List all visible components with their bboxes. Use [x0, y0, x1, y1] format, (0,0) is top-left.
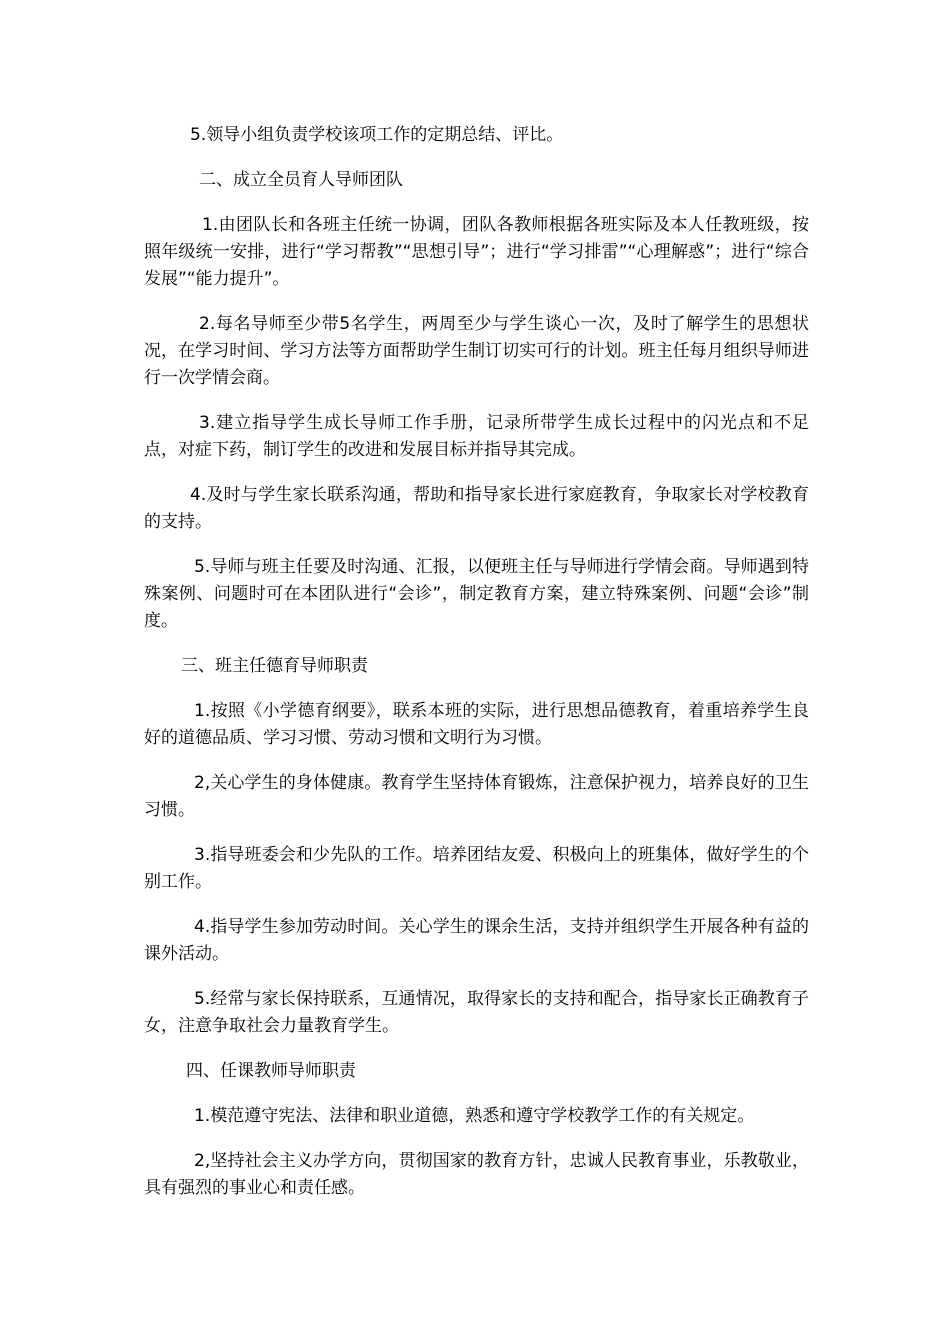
paragraph-mentor-team-1: 1.由团队长和各班主任统一协调，团队各教师根据各班实际及本人任教班级，按照年级统一安排，进行“学习帮教”“思想引导”；进行“学习排雷”“心理解惑”；进行“综合发展”“能力提升”。 — [144, 215, 809, 289]
paragraph-mentor-team-3: 3.建立指导学生成长导师工作手册，记录所带学生成长过程中的闪光点和不足点，对症下药，制订学生的改进和发展目标并指导其完成。 — [144, 413, 809, 460]
paragraph-mentor-team-5: 5.导师与班主任要及时沟通、汇报，以便班主任与导师进行学情会商。导师遇到特殊案例、问题时可在本团队进行“会诊”，制定教育方案，建立特殊案例、问题“会诊”制度。 — [144, 557, 809, 631]
paragraph-subject-teacher-1: 1.模范遵守宪法、法律和职业道德，熟悉和遵守学校教学工作的有关规定。 — [194, 1106, 755, 1126]
paragraph-head-teacher-5: 5.经常与家长保持联系，互通情况，取得家长的支持和配合，指导家长正确教育子女，注意争取社会力量教育学生。 — [144, 989, 809, 1036]
paragraph-subject-teacher-2: 2,坚持社会主义办学方向，贯彻国家的教育方针，忠诚人民教育事业，乐教敬业，具有强烈的事业心和责任感。 — [144, 1151, 809, 1198]
paragraph-leadership-summary: 5.领导小组负责学校该项工作的定期总结、评比。 — [190, 125, 564, 145]
document-body — [144, 122, 809, 1202]
heading-mentor-team: 二、成立全员育人导师团队 — [199, 170, 403, 190]
paragraph-head-teacher-1: 1.按照《小学德育纲要》，联系本班的实际，进行思想品德教育，着重培养学生良好的道德品质、学习习惯、劳动习惯和文明行为习惯。 — [144, 701, 809, 748]
paragraph-head-teacher-4: 4.指导学生参加劳动时间。关心学生的课余生活，支持并组织学生开展各种有益的课外活动。 — [144, 917, 809, 964]
heading-head-teacher-duties: 三、班主任德育导师职责 — [181, 656, 368, 676]
heading-subject-teacher-duties: 四、任课教师导师职责 — [186, 1061, 356, 1081]
paragraph-mentor-team-4: 4.及时与学生家长联系沟通，帮助和指导家长进行家庭教育，争取家长对学校教育的支持。 — [144, 485, 809, 532]
paragraph-head-teacher-3: 3.指导班委会和少先队的工作。培养团结友爱、积极向上的班集体，做好学生的个别工作。 — [144, 845, 809, 892]
paragraph-head-teacher-2: 2,关心学生的身体健康。教育学生坚持体育锻炼，注意保护视力，培养良好的卫生习惯。 — [144, 773, 809, 820]
paragraph-mentor-team-2: 2.每名导师至少带5名学生，两周至少与学生谈心一次，及时了解学生的思想状况，在学习时间、学习方法等方面帮助学生制订切实可行的计划。班主任每月组织导师进行一次学情会商。 — [144, 314, 809, 388]
